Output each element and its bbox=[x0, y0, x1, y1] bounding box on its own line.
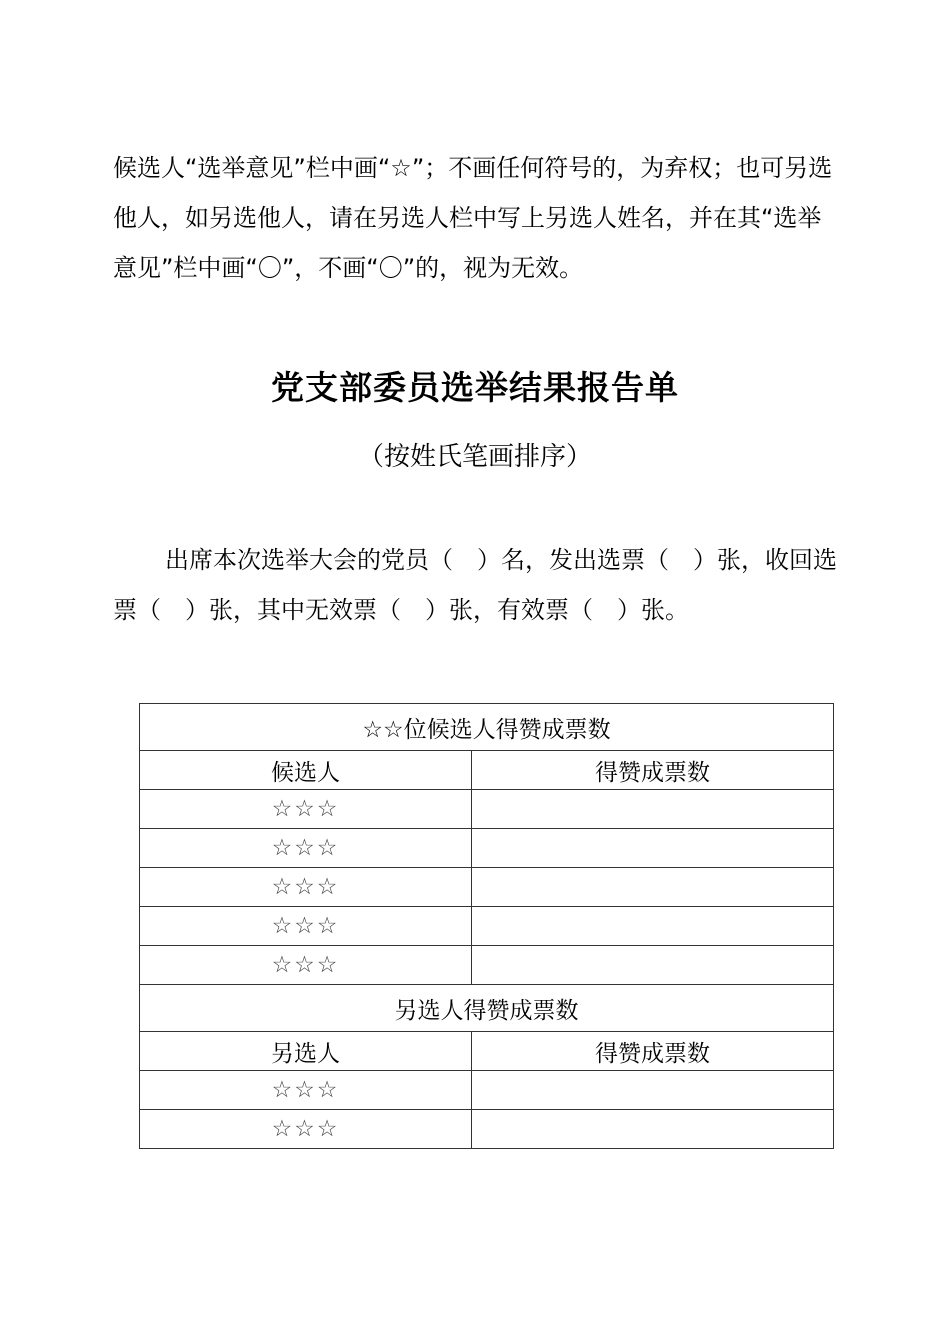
candidate-name-cell: ☆☆☆ bbox=[140, 868, 472, 907]
results-table bbox=[139, 703, 834, 1149]
table-row bbox=[140, 1110, 834, 1149]
votes-cell bbox=[472, 907, 834, 946]
votes-cell bbox=[472, 1071, 834, 1110]
instruction-paragraph: 候选人“选举意见”栏中画“☆”；不画任何符号的，为弃权；也可另选他人，如另选他人，请在另选人栏中写上另选人姓名，并在其“选举意见”栏中画“〇”，不画“〇”的，视为无效。 bbox=[113, 154, 833, 282]
column-header-candidate: 候选人 bbox=[140, 751, 472, 790]
table-row bbox=[140, 946, 834, 985]
votes-cell bbox=[472, 868, 834, 907]
column-header-votes: 得赞成票数 bbox=[472, 751, 834, 790]
candidate-name-cell: ☆☆☆ bbox=[140, 946, 472, 985]
table-row bbox=[140, 829, 834, 868]
report-subtitle: （按姓氏笔画排序） bbox=[357, 442, 592, 472]
table-row bbox=[140, 790, 834, 829]
column-header-write-in: 另选人 bbox=[140, 1032, 472, 1071]
candidate-name-cell: ☆☆☆ bbox=[140, 790, 472, 829]
votes-cell bbox=[472, 790, 834, 829]
candidate-name-cell: ☆☆☆ bbox=[140, 907, 472, 946]
table-row bbox=[140, 868, 834, 907]
column-header-votes: 得赞成票数 bbox=[472, 1032, 834, 1071]
write-in-name-cell: ☆☆☆ bbox=[140, 1110, 472, 1149]
section-header-candidates bbox=[140, 704, 834, 751]
section-title: 另选人得赞成票数 bbox=[140, 985, 834, 1032]
column-header-row bbox=[140, 1032, 834, 1071]
attendance-summary: 出席本次选举大会的党员（ ）名，发出选票（ ）张，收回选票（ ）张，其中无效票（ ）张，有效票（ ）张。 bbox=[113, 546, 837, 624]
table-row bbox=[140, 1071, 834, 1110]
votes-cell bbox=[472, 946, 834, 985]
votes-cell bbox=[472, 829, 834, 868]
report-title: 党支部委员选举结果报告单 bbox=[271, 368, 679, 407]
section-header-write-in bbox=[140, 985, 834, 1032]
column-header-row bbox=[140, 751, 834, 790]
section-title: ☆☆位候选人得赞成票数 bbox=[140, 704, 834, 751]
votes-cell bbox=[472, 1110, 834, 1149]
write-in-name-cell: ☆☆☆ bbox=[140, 1071, 472, 1110]
table-row bbox=[140, 907, 834, 946]
candidate-name-cell: ☆☆☆ bbox=[140, 829, 472, 868]
